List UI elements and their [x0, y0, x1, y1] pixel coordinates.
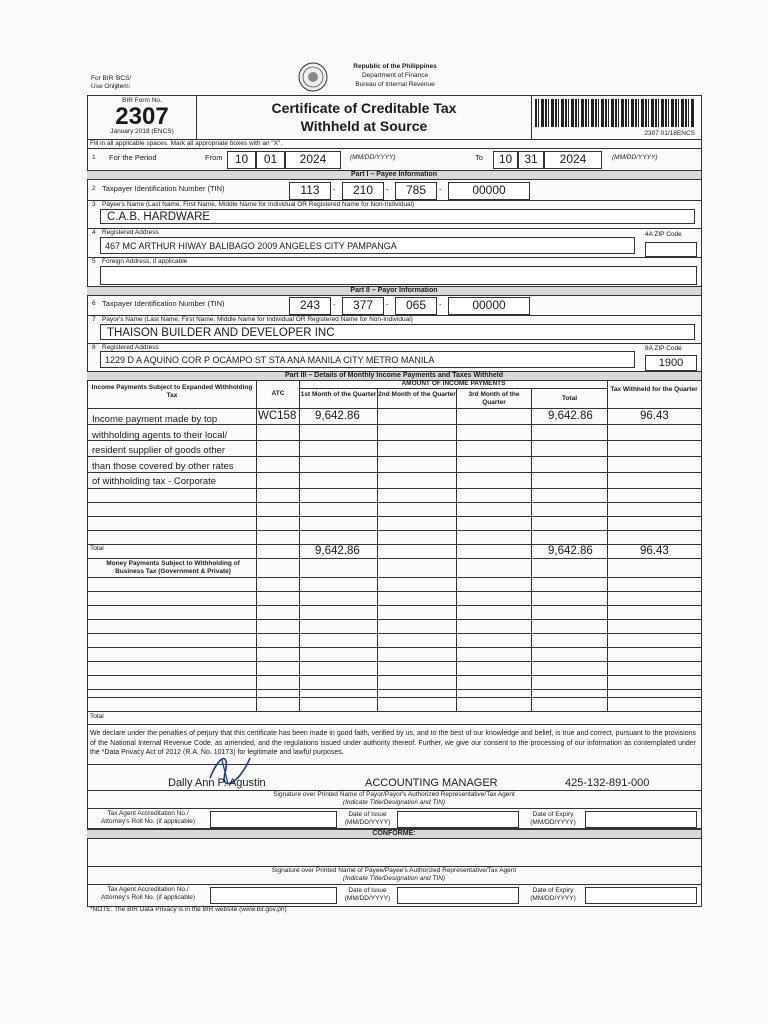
republic-text: Republic of the Philippines: [353, 63, 437, 70]
payor-name-field[interactable]: THAISON BUILDER AND DEVELOPER INC: [100, 324, 695, 340]
payee-sig-caption: Signature over Printed Name of Payee/Payee's Authorized Representative/Tax Agent: [271, 867, 517, 874]
payor-sig-caption2: (Indicate Title/Designation and TIN): [342, 799, 446, 806]
issue-date-field[interactable]: [397, 811, 519, 828]
payor-signatory-name: Dally Ann P. Agustin: [168, 777, 266, 789]
payee-sig-caption2: (Indicate Title/Designation and TIN): [342, 875, 446, 882]
period-label: For the Period: [109, 153, 157, 162]
form-date: January 2018 (ENCS): [110, 128, 174, 135]
payor-tin-label: Taxpayer Identification Number (TIN): [102, 299, 225, 308]
form-title-line1: Certificate of Creditable Tax: [271, 100, 457, 116]
expiry-date-label-2: [523, 887, 583, 903]
income-line: than those covered by other rates: [92, 460, 234, 472]
payee-issue-date-field[interactable]: [397, 887, 519, 904]
agent-accreditation-label-1: [88, 810, 208, 826]
expiry-line2: (MM/DD/YYYY): [530, 895, 576, 903]
payor-zip-field[interactable]: 1900: [645, 355, 697, 371]
issue-line2: (MM/DD/YYYY): [344, 895, 391, 903]
col-m3-header: 3rd Month of the Quarter: [468, 391, 520, 407]
form-title-line2: Withheld at Source: [300, 118, 428, 134]
income-line: of withholding tax - Corporate: [92, 476, 217, 487]
to-year-field[interactable]: 2024: [544, 151, 602, 169]
money-payments-header: [90, 560, 256, 576]
from-year-field[interactable]: 2024: [285, 151, 341, 169]
part3-title: Part III – Details of Monthly Income Payments and Taxes Withheld: [87, 371, 701, 381]
payor-name-num: 7: [92, 316, 96, 323]
payee-tin-2[interactable]: 210: [342, 182, 384, 200]
bcs-label: BCS/: [116, 75, 132, 82]
income-line: resident supplier of goods other: [92, 445, 226, 456]
income-line: withholding agents to their local/: [92, 429, 228, 441]
expiry-date-label-1: [523, 811, 583, 827]
payee-tin-1[interactable]: 113: [289, 182, 331, 200]
agent-accreditation-label-2: [88, 886, 208, 902]
atc-code[interactable]: WC158: [258, 410, 297, 422]
payee-tin-4[interactable]: 00000: [448, 182, 530, 200]
declaration-text: We declare under the penalties of perjury that this certificate has been made in good faith, verified by us, and to the best of our knowledge and belief, is true and correct, pursuant to the provisions of the National Internal Revenue Code, as amended, and the regulations issued under authority thereof. Further, we give our consent to the processing of our information as contemplated under the *Data Privacy Act of 2012 (R.A. No. 10173) for legitimate and lawful purposes.: [90, 730, 696, 756]
foreign-address-field[interactable]: [100, 266, 697, 285]
payor-signatory-title: ACCOUNTING MANAGER: [365, 777, 498, 789]
to-month-field[interactable]: 10: [493, 151, 518, 169]
from-month-field[interactable]: 10: [227, 151, 256, 169]
row-total-amount[interactable]: 9,642.86: [548, 410, 593, 422]
ewt-total-label: Total: [90, 545, 104, 552]
part2-title: Part II – Payor Information: [87, 286, 701, 296]
item-label: Item:: [116, 83, 131, 90]
ewt-total-sum[interactable]: 9,642.86: [548, 545, 593, 557]
expiry-date-field[interactable]: [585, 811, 697, 828]
issue-line1: Date of Issue: [348, 811, 387, 818]
payee-tin-3[interactable]: 785: [395, 182, 437, 200]
money-label-line1: Money Payments Subject to Withholding of: [106, 560, 240, 567]
footer-note: *NOTE: The BIR Data Privacy is in the BIR website (www.bir.gov.ph): [90, 906, 287, 913]
payee-addr-label: Registered Address: [102, 229, 159, 236]
payee-expiry-date-field[interactable]: [585, 887, 697, 904]
payor-zip-label: 8A ZIP Code: [645, 345, 682, 352]
payor-address-field[interactable]: 1229 D A AQUINO COR P OCAMPO ST STA ANA MANILA CITY METRO MANILA: [100, 351, 635, 368]
amount-header: AMOUNT OF INCOME PAYMENTS: [401, 380, 506, 387]
issue-date-label-1: [340, 811, 395, 827]
payee-addr-num: 4: [92, 229, 96, 236]
col-tax-header: Tax Withheld for the Quarter: [610, 386, 698, 393]
issue-line1: Date of Issue: [348, 887, 387, 894]
income-description: [92, 412, 234, 490]
income-line: Income payment made by top: [92, 414, 218, 425]
month1-amount[interactable]: 9,642.86: [315, 410, 360, 422]
ewt-total-tax[interactable]: 96.43: [640, 545, 669, 557]
instructions-text: Fill in all applicable spaces. Mark all appropriate boxes with an "X".: [90, 140, 283, 147]
accred-line1: Tax Agent Accreditation No./: [107, 810, 189, 817]
barcode-image: [535, 99, 695, 127]
accred-line2: Attorney's Roll No. (if applicable): [100, 818, 196, 826]
part1-title: Part I – Payee Information: [87, 170, 701, 180]
issue-line2: (MM/DD/YYYY): [344, 819, 391, 827]
period-from-label: From: [205, 153, 223, 162]
col-m2-header: 2nd Month of the Quarter: [378, 391, 456, 398]
agent-accreditation-field[interactable]: [210, 811, 337, 828]
conforme-title: CONFORME:: [87, 829, 701, 839]
period-to-label: To: [475, 153, 483, 162]
payee-name-label: Payee's Name (Last Name, First Name, Middle Name for Individual OR Registered Name for Non-Individual): [102, 201, 415, 208]
payor-signatory-tin: 425-132-891-000: [565, 777, 650, 789]
bureau-text: Bureau of Internal Revenue: [355, 81, 435, 88]
money-label-line2: Business Tax (Government & Private): [115, 567, 231, 575]
accred-line2: Attorney's Roll No. (if applicable): [100, 894, 196, 902]
form-number: 2307: [115, 103, 169, 130]
from-format-hint: (MM/DD/YYYY): [350, 154, 396, 161]
payee-address-field[interactable]: 467 MC ARTHUR HIWAY BALIBAGO 2009 ANGELES CITY PAMPANGA: [100, 237, 635, 254]
payor-tin-3[interactable]: 065: [395, 297, 437, 315]
form-label: BIR Form No.: [122, 97, 162, 104]
expiry-line1: Date of Expiry: [532, 811, 574, 818]
payee-name-num: 3: [92, 201, 96, 208]
payee-tin-label: Taxpayer Identification Number (TIN): [102, 184, 225, 193]
payor-tin-1[interactable]: 243: [289, 297, 331, 315]
expiry-line1: Date of Expiry: [532, 887, 574, 894]
money-total-label: Total: [90, 713, 104, 720]
to-day-field[interactable]: 31: [518, 151, 544, 169]
payee-agent-accreditation-field[interactable]: [210, 887, 337, 904]
payee-zip-field[interactable]: [645, 242, 697, 257]
col-m1-header: 1st Month of the Quarter: [300, 391, 377, 398]
payor-addr-num: 8: [92, 344, 96, 351]
payee-tin-num: 2: [92, 185, 96, 192]
payor-tin-4[interactable]: 00000: [448, 297, 530, 315]
row-tax-withheld[interactable]: 96.43: [640, 410, 669, 422]
period-num: 1: [92, 154, 96, 161]
col-income-header: Income Payments Subject to Expanded Withholding Tax: [91, 384, 253, 400]
department-text: Department of Finance: [361, 72, 429, 79]
for-bir-label: For BIR: [91, 75, 114, 82]
payor-name-label: Payor's Name (Last Name, First Name, Middle Name for Individual OR Registered Name for Non-Individual): [102, 316, 413, 323]
to-format-hint: (MM/DD/YYYY): [612, 154, 658, 161]
use-only-label: Use Only: [91, 83, 118, 90]
issue-date-label-2: [340, 887, 395, 903]
payor-tin-num: 6: [92, 300, 96, 307]
col-atc-header: ATC: [271, 390, 285, 397]
foreign-addr-label: Foreign Address, if applicable: [102, 258, 188, 265]
payee-zip-label: 4A ZIP Code: [645, 231, 682, 238]
foreign-addr-num: 5: [92, 258, 96, 265]
payor-addr-label: Registered Address: [102, 344, 159, 351]
payor-sig-caption: Signature over Printed Name of Payor/Payor's Authorized Representative/Tax Agent: [273, 791, 515, 798]
col-total-header: Total: [561, 395, 578, 402]
accred-line1: Tax Agent Accreditation No./: [107, 886, 189, 893]
payor-tin-2[interactable]: 377: [342, 297, 384, 315]
expiry-line2: (MM/DD/YYYY): [530, 819, 576, 827]
payee-name-field[interactable]: C.A.B. HARDWARE: [100, 209, 695, 224]
barcode-code: 2307 01/18ENCS: [644, 130, 695, 137]
ewt-total-m1[interactable]: 9,642.86: [315, 545, 360, 557]
bir-seal-logo: [298, 62, 328, 92]
from-day-field[interactable]: 01: [256, 151, 285, 169]
